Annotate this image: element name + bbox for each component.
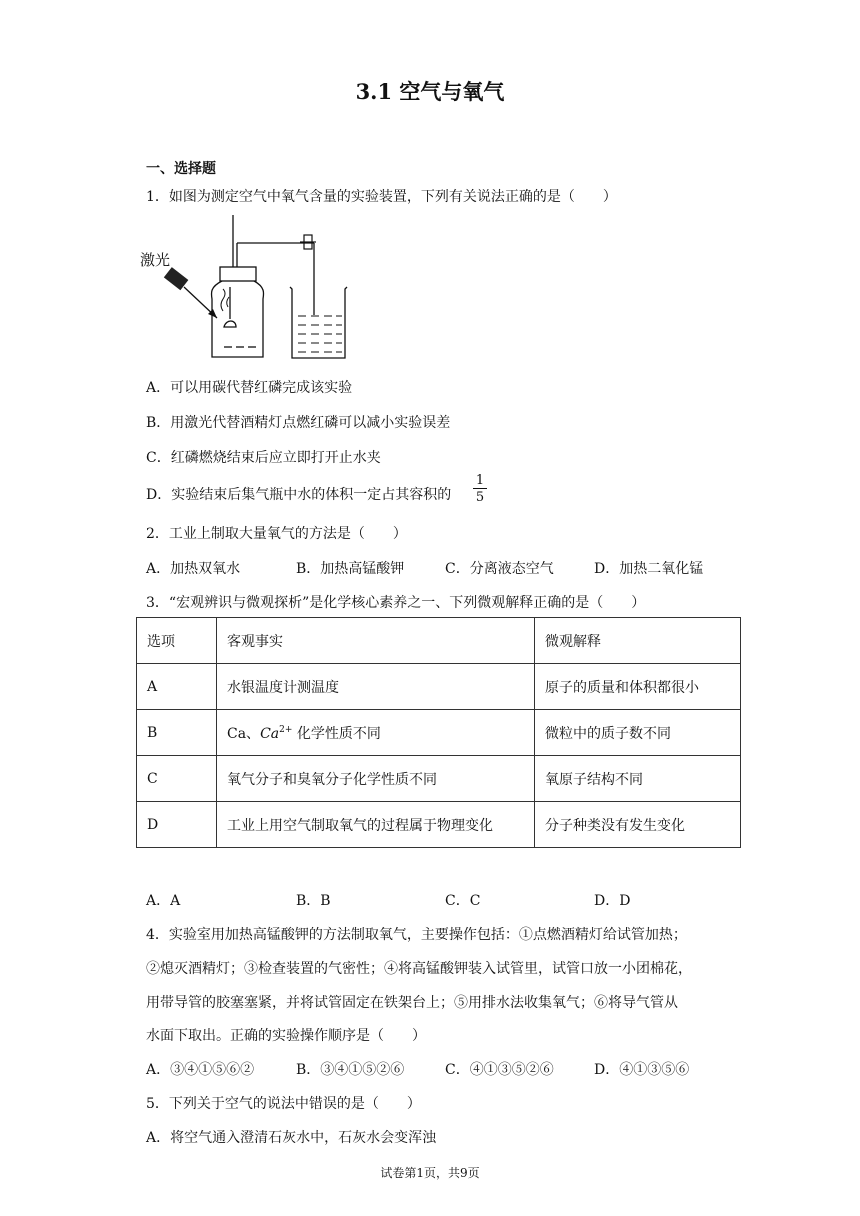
q2-option-d: D．加热二氧化锰 [594, 561, 704, 577]
beaker-icon [290, 287, 347, 358]
q4-line-1: 4．实验室用加热高锰酸钾的方法制取氧气，主要操作包括：①点燃酒精灯给试管加热； [146, 927, 687, 943]
fact-cell: 水银温度计测温度 [217, 664, 535, 710]
table-row [137, 710, 741, 756]
gas-bottle-icon [211, 215, 314, 357]
table-header-row [137, 618, 741, 664]
q1-option-a: A．可以用碳代替红磷完成该实验 [146, 380, 353, 396]
q3-stem: 3．“宏观辨识与微观探析”是化学核心素养之一、下列微观解释正确的是（ ） [146, 595, 646, 611]
page-footer: 试卷第1页，共9页 [380, 1166, 480, 1180]
option-cell: D [137, 802, 217, 848]
explanation-cell: 微粒中的质子数不同 [535, 710, 741, 756]
table-header-cell: 微观解释 [535, 618, 741, 664]
section-heading: 一、选择题 [146, 161, 216, 177]
fraction-one-fifth [473, 474, 487, 504]
q3-table [136, 617, 741, 848]
table-row [137, 802, 741, 848]
q5-stem: 5．下列关于空气的说法中错误的是（ ） [146, 1096, 421, 1112]
q4-option-b: B．③④①⑤②⑥ [296, 1062, 405, 1078]
q4-line-3: 用带导管的胶塞塞紧，并将试管固定在铁架台上；⑤用排水法收集氧气；⑥将导气管从 [146, 995, 678, 1011]
laser-label: 激光 [140, 251, 171, 269]
calcium-ion-symbol: Ca [260, 725, 280, 742]
fact-cell: 工业上用空气制取氧气的过程属于物理变化 [217, 802, 535, 848]
q1-option-d: D．实验结束后集气瓶中水的体积一定占其容积的 [146, 487, 452, 503]
table-header-cell: 选项 [137, 618, 217, 664]
q3-option-c: C．C [445, 893, 481, 909]
explanation-cell: 氧原子结构不同 [535, 756, 741, 802]
q2-option-b: B．加热高锰酸钾 [296, 561, 405, 577]
q4-option-d: D．④①③⑤⑥ [594, 1062, 690, 1078]
q1-option-b: B．用激光代替酒精灯点燃红磷可以减小实验误差 [146, 415, 451, 431]
fact-suffix: 化学性质不同 [292, 725, 381, 742]
q2-stem: 2．工业上制取大量氧气的方法是（ ） [146, 526, 407, 542]
q1-option-c: C．红磷燃烧结束后应立即打开止水夹 [146, 450, 381, 466]
option-cell: C [137, 756, 217, 802]
table-header-cell: 客观事实 [217, 618, 535, 664]
option-cell: A [137, 664, 217, 710]
q4-line-2: ②熄灭酒精灯；③检查装置的气密性；④将高锰酸钾装入试管里，试管口放一小团棉花， [146, 961, 692, 977]
fraction-numerator: 1 [473, 474, 487, 489]
table-row [137, 664, 741, 710]
ion-charge: 2+ [279, 724, 293, 735]
q2-option-c: C．分离液态空气 [445, 561, 554, 577]
q4-line-4: 水面下取出。正确的实验操作顺序是（ ） [146, 1028, 426, 1044]
q3-option-d: D．D [594, 893, 631, 909]
fact-cell [217, 710, 535, 756]
q1-stem: 1．如图为测定空气中氧气含量的实验装置，下列有关说法正确的是（ ） [146, 189, 617, 205]
q5-option-a: A．将空气通入澄清石灰水中，石灰水会变浑浊 [146, 1130, 437, 1146]
fraction-denominator: 5 [475, 490, 485, 505]
explanation-cell: 分子种类没有发生变化 [535, 802, 741, 848]
q3-option-a: A．A [146, 893, 181, 909]
fact-cell: 氧气分子和臭氧分子化学性质不同 [217, 756, 535, 802]
laser-pointer-icon [164, 267, 217, 318]
q2-option-a: A．加热双氧水 [146, 561, 241, 577]
q3-option-b: B．B [296, 893, 331, 909]
page-title: 3.1 空气与氧气 [355, 79, 505, 104]
q4-option-a: A．③④①⑤⑥② [146, 1062, 255, 1078]
experiment-apparatus-figure [140, 215, 380, 370]
option-cell: B [137, 710, 217, 756]
table-row [137, 756, 741, 802]
explanation-cell: 原子的质量和体积都很小 [535, 664, 741, 710]
q4-option-c: C．④①③⑤②⑥ [445, 1062, 554, 1078]
fact-prefix: Ca、 [227, 725, 261, 742]
